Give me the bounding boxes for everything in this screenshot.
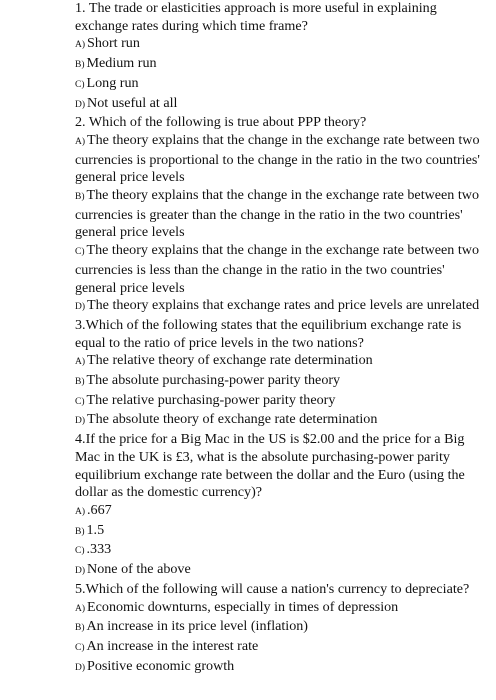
option-text: .333 [86, 541, 112, 558]
option-letter: B) [75, 192, 85, 203]
question-3 [75, 317, 488, 431]
option-text: 1.5 [86, 521, 105, 538]
option-text: Short run [87, 35, 140, 52]
option-text: The relative purchasing-power parity theory [86, 391, 336, 408]
question-4 [75, 431, 488, 581]
option-text: An increase in the interest rate [86, 637, 259, 654]
option-d [75, 561, 488, 581]
option-letter: A) [75, 603, 86, 614]
option-b [75, 522, 488, 542]
option-a [75, 35, 488, 55]
option-d [75, 297, 488, 317]
option-text: Long run [86, 74, 139, 91]
option-letter: B) [75, 623, 85, 634]
question-text: 2. Which of the following is true about PPP theory? [75, 114, 367, 131]
question-text: 1. The trade or elasticities approach is more useful in explaining exchange rates during which time frame? [75, 0, 437, 34]
option-letter: D) [75, 662, 86, 673]
option-letter: A) [75, 357, 86, 368]
option-text: The relative theory of exchange rate determination [87, 352, 373, 369]
option-text: Economic downturns, especially in times of depression [87, 598, 399, 615]
option-letter: C) [75, 79, 85, 90]
option-b [75, 55, 488, 75]
option-text: Positive economic growth [87, 657, 235, 674]
option-c [75, 242, 488, 297]
option-text: Not useful at all [87, 94, 178, 111]
option-letter: D) [75, 302, 86, 313]
option-letter: A) [75, 40, 86, 51]
option-letter: C) [75, 247, 85, 258]
question-text: 3.Which of the following states that the equilibrium exchange rate is equal to the ratio of price levels in the two nations? [75, 316, 462, 351]
option-d [75, 95, 488, 115]
option-letter: B) [75, 526, 85, 537]
option-text: The theory explains that exchange rates and price levels are unrelated [87, 297, 480, 314]
option-text: The absolute purchasing-power parity theory [86, 372, 341, 389]
option-text: None of the above [87, 561, 191, 578]
option-c [75, 638, 488, 658]
option-letter: D) [75, 566, 86, 577]
option-text: The theory explains that the change in the exchange rate between two currencies is greater than the change in the ratio in the two countries' general price levels [75, 187, 480, 241]
question-text: 4.If the price for a Big Mac in the US is $2.00 and the price for a Big Mac in the UK is £3, what is the absolute purchasing-power parity equilibrium exchange rate between the dollar and the Euro (using the dollar as the domestic currency)? [75, 431, 465, 501]
question-text: 5.Which of the following will cause a nation's currency to depreciate? [75, 580, 470, 597]
option-letter: B) [75, 60, 85, 71]
option-c [75, 392, 488, 412]
option-text: The absolute theory of exchange rate determination [87, 411, 378, 428]
option-a [75, 352, 488, 372]
option-text: Medium run [86, 55, 157, 72]
option-a [75, 132, 488, 187]
option-c [75, 75, 488, 95]
option-d [75, 658, 488, 678]
option-text: The theory explains that the change in the exchange rate between two currencies is less than the change in the ratio in the two countries' general price levels [75, 242, 480, 296]
option-a [75, 599, 488, 619]
option-b [75, 372, 488, 392]
option-letter: C) [75, 546, 85, 557]
option-text: .667 [87, 501, 112, 518]
option-text: The theory explains that the change in the exchange rate between two currencies is proportional to the change in the ratio in the two countries' general price levels [75, 131, 480, 186]
option-a [75, 502, 488, 522]
option-letter: C) [75, 396, 85, 407]
option-text: An increase in its price level (inflation) [86, 618, 309, 635]
option-letter: D) [75, 416, 86, 427]
option-c [75, 541, 488, 561]
option-letter: D) [75, 99, 86, 110]
question-1 [75, 0, 488, 114]
option-letter: A) [75, 136, 86, 147]
option-letter: B) [75, 377, 85, 388]
option-b [75, 618, 488, 638]
option-b [75, 187, 488, 242]
option-letter: C) [75, 642, 85, 653]
option-letter: A) [75, 506, 86, 517]
option-d [75, 411, 488, 431]
question-2 [75, 114, 488, 317]
question-5 [75, 581, 488, 678]
